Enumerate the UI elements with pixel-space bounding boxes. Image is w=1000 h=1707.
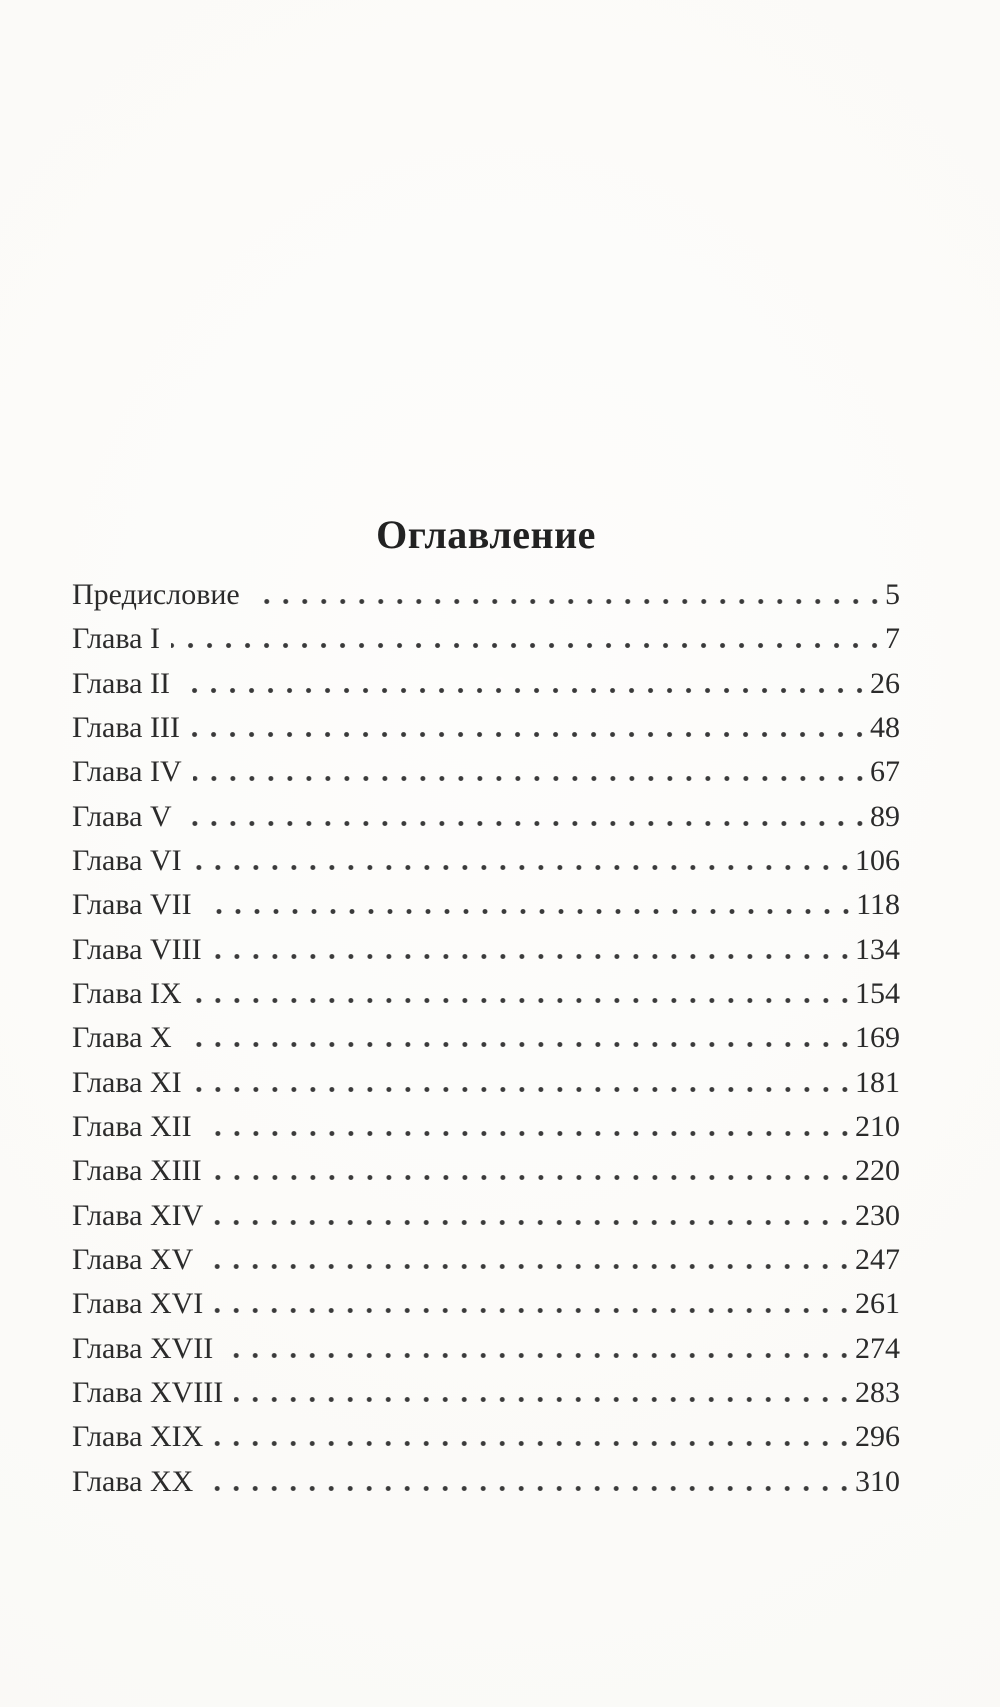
dot-leader bbox=[204, 1486, 854, 1491]
toc-entry-page: 67 bbox=[870, 755, 900, 789]
table-of-contents bbox=[72, 514, 900, 1504]
toc-entry-page: 89 bbox=[870, 799, 900, 833]
toc-entry bbox=[72, 662, 900, 706]
toc-entry-label: Глава VII bbox=[72, 888, 192, 922]
toc-entry-page: 296 bbox=[855, 1420, 900, 1454]
toc-entry-label: Глава XVI bbox=[72, 1287, 204, 1321]
toc-entry-label: Глава XVIII bbox=[72, 1375, 224, 1409]
dot-leader bbox=[171, 643, 884, 648]
dot-leader bbox=[204, 1264, 854, 1269]
dot-leader bbox=[181, 688, 869, 693]
toc-entry-page: 274 bbox=[855, 1331, 900, 1365]
toc-entry bbox=[72, 1282, 900, 1326]
dot-leader bbox=[213, 1175, 854, 1180]
toc-entry-label: Глава VIII bbox=[72, 932, 202, 966]
toc-entry bbox=[72, 928, 900, 972]
dot-leader bbox=[183, 1042, 854, 1047]
toc-entry bbox=[72, 1061, 900, 1105]
toc-entry bbox=[72, 750, 900, 794]
toc-entry-label: Глава XIII bbox=[72, 1154, 202, 1188]
toc-entry-label: Глава III bbox=[72, 710, 180, 744]
toc-entry bbox=[72, 617, 900, 661]
toc-entry bbox=[72, 1149, 900, 1193]
toc-entry-label: Глава IV bbox=[72, 755, 182, 789]
toc-entry bbox=[72, 1415, 900, 1459]
dot-leader bbox=[203, 1131, 854, 1136]
toc-entry bbox=[72, 972, 900, 1016]
toc-entry bbox=[72, 1371, 900, 1415]
dot-leader bbox=[191, 732, 869, 737]
dot-leader bbox=[214, 1308, 854, 1313]
toc-entry-page: 48 bbox=[870, 710, 900, 744]
toc-entry-label: Глава XIV bbox=[72, 1198, 204, 1232]
toc-entry-label: Глава V bbox=[72, 799, 172, 833]
toc-title: Оглавление bbox=[376, 512, 596, 557]
dot-leader bbox=[193, 998, 854, 1003]
toc-entry-label: Глава XX bbox=[72, 1464, 194, 1498]
toc-entry bbox=[72, 1238, 900, 1282]
toc-entry-label: Глава IX bbox=[72, 976, 182, 1010]
toc-entry-page: 154 bbox=[855, 976, 900, 1010]
dot-leader bbox=[224, 1353, 854, 1358]
dot-leader bbox=[214, 1220, 854, 1225]
toc-entry-page: 7 bbox=[885, 622, 900, 656]
toc-entry-page: 220 bbox=[855, 1154, 900, 1188]
dot-leader bbox=[213, 954, 854, 959]
toc-entry bbox=[72, 1105, 900, 1149]
toc-entry bbox=[72, 1194, 900, 1238]
toc-entry bbox=[72, 573, 900, 617]
toc-entry bbox=[72, 1460, 900, 1504]
toc-entry-page: 261 bbox=[855, 1287, 900, 1321]
toc-entry-page: 169 bbox=[855, 1021, 900, 1055]
toc-entry-label: Глава XIX bbox=[72, 1420, 204, 1454]
toc-entry-page: 310 bbox=[855, 1464, 900, 1498]
toc-entry-label: Глава X bbox=[72, 1021, 172, 1055]
toc-entry-page: 134 bbox=[855, 932, 900, 966]
toc-entry-label: Глава XV bbox=[72, 1242, 194, 1276]
toc-entry bbox=[72, 839, 900, 883]
dot-leader bbox=[193, 776, 869, 781]
toc-entry bbox=[72, 706, 900, 750]
dot-leader bbox=[214, 1441, 854, 1446]
toc-entry bbox=[72, 1327, 900, 1371]
dot-leader bbox=[203, 909, 856, 914]
toc-entry-label: Глава XVII bbox=[72, 1331, 214, 1365]
toc-entry-page: 247 bbox=[855, 1242, 900, 1276]
toc-entry-page: 230 bbox=[855, 1198, 900, 1232]
toc-entry-page: 283 bbox=[855, 1375, 900, 1409]
toc-entry bbox=[72, 1016, 900, 1060]
dot-leader bbox=[193, 1087, 854, 1092]
toc-entry-label: Глава XII bbox=[72, 1109, 192, 1143]
toc-entry-page: 181 bbox=[855, 1065, 900, 1099]
toc-entry-label: Глава VI bbox=[72, 843, 182, 877]
dot-leader bbox=[251, 599, 884, 604]
toc-entry-label: Предисловие bbox=[72, 578, 240, 611]
dot-leader bbox=[193, 865, 854, 870]
dot-leader bbox=[183, 821, 869, 826]
toc-entry-page: 5 bbox=[885, 578, 900, 611]
toc-entry-label: Глава XI bbox=[72, 1065, 182, 1099]
toc-list bbox=[72, 573, 900, 1504]
toc-entry bbox=[72, 883, 900, 927]
toc-entry-page: 210 bbox=[855, 1109, 900, 1143]
toc-entry bbox=[72, 795, 900, 839]
dot-leader bbox=[234, 1397, 854, 1402]
toc-entry-page: 118 bbox=[856, 888, 900, 922]
toc-entry-page: 26 bbox=[870, 666, 900, 700]
toc-entry-label: Глава I bbox=[72, 622, 160, 656]
toc-entry-page: 106 bbox=[855, 843, 900, 877]
toc-entry-label: Глава II bbox=[72, 666, 170, 700]
